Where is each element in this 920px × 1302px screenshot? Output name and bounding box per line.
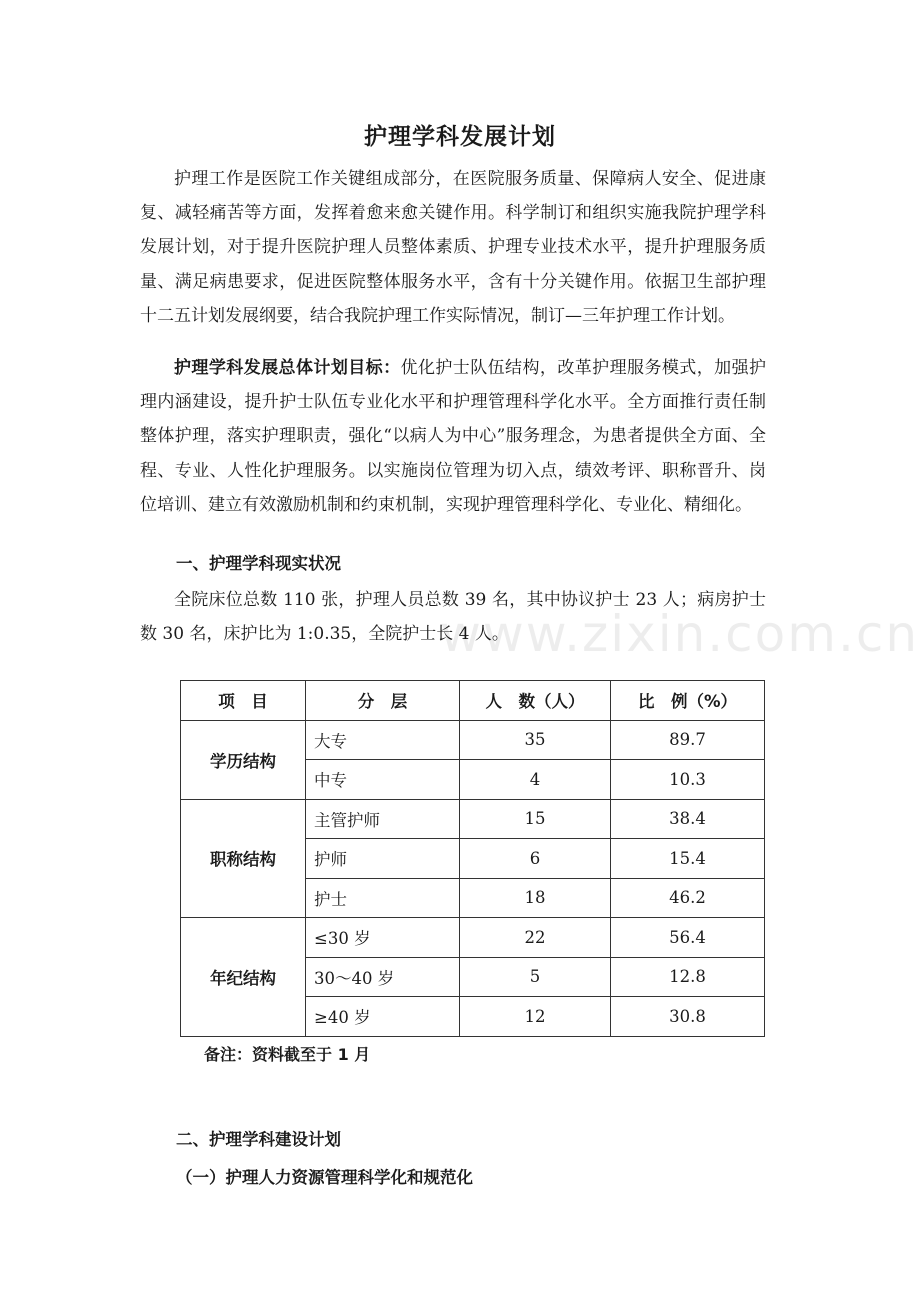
count-cell: 22 [460, 918, 611, 958]
ratio-cell: 46.2 [611, 878, 765, 918]
count-cell: 15 [460, 799, 611, 839]
section2-subheading: （一）护理人力资源管理科学化和规范化 [176, 1168, 473, 1187]
count-cell: 12 [460, 997, 611, 1037]
goal-text: 优化护士队伍结构，改革护理服务模式，加强护理内涵建设，提升护士队伍专业化水平和护理管理科学化水平。全方面推行责任制整体护理，落实护理职责，强化“以病人为中心”服务理念，为患者提供全方面、全程、专业、人性化护理服务。以实施岗位管理为切入点，绩效考评、职称晋升、岗位培训、建立有效激励机制和约束机制，实现护理管理科学化、专业化、精细化。 [140, 358, 766, 515]
layer-cell: ≤30 岁 [306, 918, 460, 958]
document-title: 护理学科发展计划 [364, 124, 556, 150]
ratio-cell: 56.4 [611, 918, 765, 958]
staff-structure-table [180, 680, 765, 1037]
layer-cell: 中专 [306, 760, 460, 800]
group-education: 学历结构 [181, 720, 306, 799]
group-age: 年纪结构 [181, 918, 306, 1037]
layer-cell: 护师 [306, 839, 460, 879]
table-note: 备注：资料截至于 1 月 [204, 1045, 371, 1064]
ratio-cell: 30.8 [611, 997, 765, 1037]
table-row [181, 720, 765, 760]
header-ratio: 比 例（%） [611, 681, 765, 721]
ratio-cell: 38.4 [611, 799, 765, 839]
count-cell: 35 [460, 720, 611, 760]
group-title: 职称结构 [181, 799, 306, 918]
header-layer: 分 层 [306, 681, 460, 721]
count-cell: 18 [460, 878, 611, 918]
watermark: www.zixin.com.cn [440, 605, 920, 663]
header-item: 项 目 [181, 681, 306, 721]
layer-cell: 30～40 岁 [306, 957, 460, 997]
section1-heading: 一、护理学科现实状况 [176, 554, 341, 573]
table-header-row [181, 681, 765, 721]
table-row [181, 799, 765, 839]
ratio-cell: 12.8 [611, 957, 765, 997]
count-cell: 4 [460, 760, 611, 800]
ratio-cell: 89.7 [611, 720, 765, 760]
layer-cell: 护士 [306, 878, 460, 918]
count-cell: 6 [460, 839, 611, 879]
count-cell: 5 [460, 957, 611, 997]
layer-cell: 主管护师 [306, 799, 460, 839]
section1-paragraph: 全院床位总数 110 张，护理人员总数 39 名，其中协议护士 23 人；病房护士数 30 名，床护比为 1:0.35，全院护士长 4 人。 [140, 590, 766, 645]
goal-paragraph [140, 351, 766, 522]
ratio-cell: 10.3 [611, 760, 765, 800]
layer-cell: 大专 [306, 720, 460, 760]
table-row [181, 918, 765, 958]
section2-heading: 二、护理学科建设计划 [176, 1130, 341, 1149]
goal-label: 护理学科发展总体计划目标： [174, 358, 401, 378]
intro-paragraph: 护理工作是医院工作关键组成部分，在医院服务质量、保障病人安全、促进康复、减轻痛苦等方面，发挥着愈来愈关键作用。科学制订和组织实施我院护理学科发展计划，对于提升医院护理人员整体素质、护理专业技术水平，提升护理服务质量、满足病患要求，促进医院整体服务水平，含有十分关键作用。依据卫生部护理十二五计划发展纲要，结合我院护理工作实际情况，制订—三年护理工作计划。 [140, 169, 766, 326]
header-count: 人 数（人） [460, 681, 611, 721]
layer-cell: ≥40 岁 [306, 997, 460, 1037]
ratio-cell: 15.4 [611, 839, 765, 879]
